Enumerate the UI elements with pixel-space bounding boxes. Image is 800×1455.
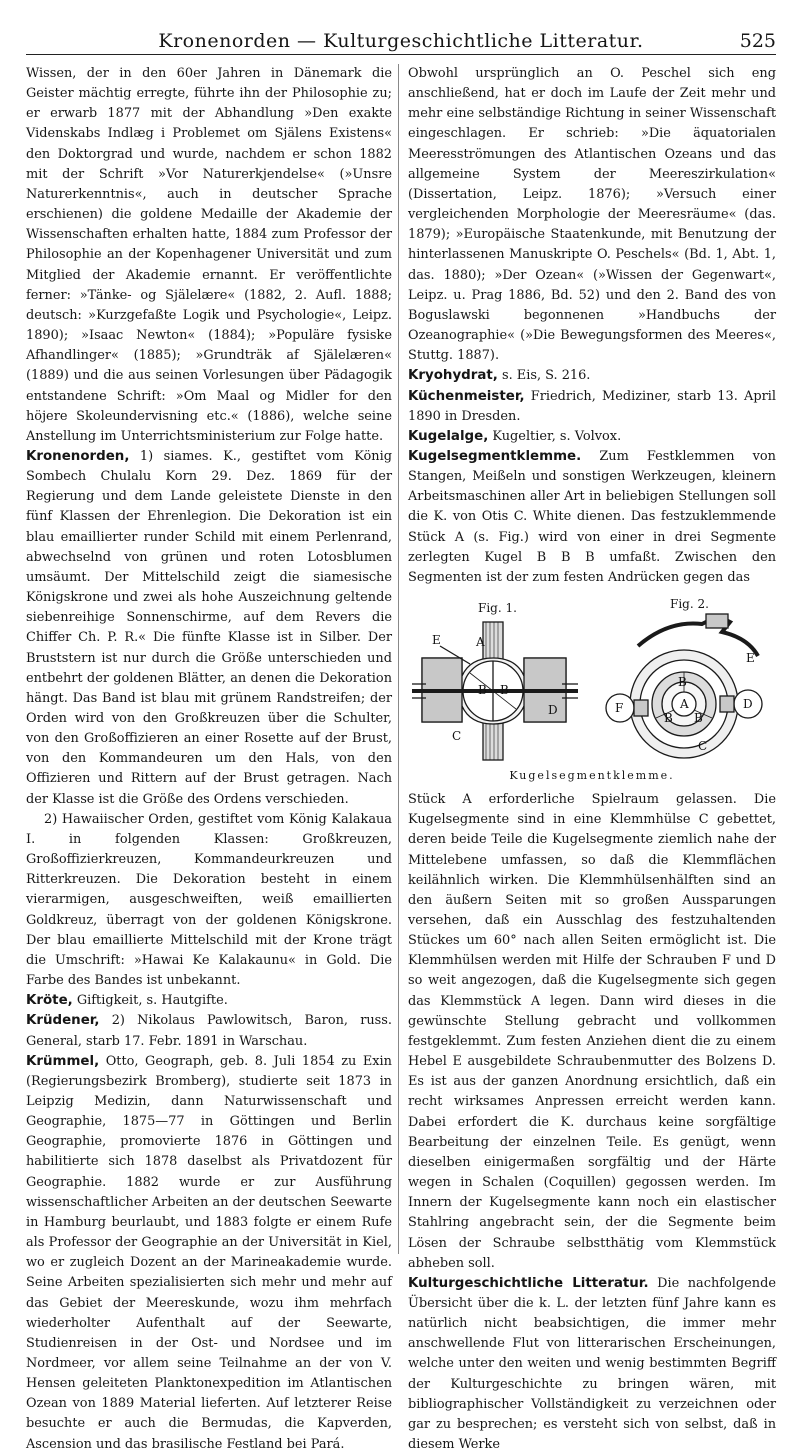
fig2-letter-a: A — [680, 697, 689, 712]
fig1-drawing — [410, 618, 580, 764]
fig2-letter-b2: B — [664, 711, 673, 726]
fig2-letter-c: C — [698, 739, 708, 754]
fig1-letter-b: B — [478, 683, 487, 698]
entry-kruemmel — [26, 1052, 392, 1455]
lemma: Kugelalge, — [408, 428, 489, 444]
fig2-drawing — [598, 612, 770, 764]
entry-body: Die nachfolgende Übersicht über die k. L. der letzten fünf Jahre kann es natürlich nicht beabsichtigen, die immer mehr anschwellende Flut von litterarischen Erscheinungen, welche unter den weiten und wenig bestimmten Begriff der Kulturgeschichte zu bringen wären, mit bibliographischer Vollständigkeit zu verzeichnen oder gar zu besprechen; es versteht sich von selbst, daß in diesem Werke — [408, 1275, 776, 1453]
fig1-letter-d: D — [548, 703, 558, 718]
entry-body: Giftigkeit, s. Hautgifte. — [72, 993, 228, 1009]
lemma: Kröte, — [26, 993, 73, 1009]
fig1-letter-a: A — [476, 635, 485, 650]
entry-kronenorden — [26, 447, 392, 810]
fig2-label: Fig. 2. — [670, 597, 709, 612]
lemma: Küchenmeister, — [408, 388, 525, 404]
entry-kugelalge — [408, 427, 776, 447]
figure-kugelsegmentklemme — [408, 594, 776, 786]
entry-kuechenmeister — [408, 387, 776, 427]
fig1-letter-b2: B — [500, 683, 509, 698]
entry-body: Zum Festklemmen von Stangen, Meißeln und sonstigen Werkzeugen, kleinern Arbeitsmaschinen aller Art in beliebigen Stellungen soll die K. von Otis C. White dienen. Das festzuklemmende Stück A (s. Fig.) wird von einer in drei Segmente zerlegten Kugel B B B umfaßt. Zwischen den Segmenten ist der zum festen Andrücken gegen das — [408, 448, 776, 585]
left-column — [26, 64, 392, 1455]
lemma: Krümmel, — [26, 1053, 100, 1069]
text-block — [408, 790, 776, 1274]
entry-body: Otto, Geograph, geb. 8. Juli 1854 zu Exin (Regierungsbezirk Bromberg), studierte seit 1873 in Leipzig Medizin, dann Naturwissenschaft und Geographie, 1875—77 in Göttingen und Berlin Geographie, promovierte 1876 in Göttingen und habilitierte sich 1878 daselbst als Privatdozent für Geographie. 1882 wurde er zur Ausführung wissenschaftlicher Arbeiten an der deutschen Seewarte in Hamburg beurlaubt, und 1883 folgte er einem Rufe als Professor der Geographie an der Universität in Kiel, wo er zugleich Dozent an der Marineakademie wurde. Seine Arbeiten spezialisierten sich mehr und mehr auf das Gebiet der Meereskunde, wozu ihm mehrfach wiederholter Aufenthalt auf der Seewarte, Studienreisen in der Ost- und Nordsee und im Nordmeer, vor allem seine Teilnahme an der von V. Hensen geleiteten Planktonexpedition im Atlantischen Ozean von 1889 Material lieferten. Auf letzterer Reise besuchte er auch die Bermudas, die Kapverden, Ascension und das brasilische Festland bei Pará. — [26, 1053, 392, 1452]
entry-body: Kugeltier, s. Volvox. — [488, 428, 622, 444]
right-column — [408, 64, 776, 1455]
entry-body: 2) Nikolaus Pawlowitsch, Baron, russ. General, starb 17. Febr. 1891 in Warschau. — [26, 1013, 392, 1049]
fig2-letter-b: B — [678, 675, 687, 690]
entry-kronenorden-hawaii — [26, 810, 392, 991]
fig1-label: Fig. 1. — [478, 601, 517, 616]
text-block — [408, 64, 776, 366]
column-divider — [398, 64, 399, 1254]
fig2-letter-e: E — [746, 651, 755, 666]
lemma: Kryohydrat, — [408, 368, 498, 384]
fig2-letter-f: F — [615, 701, 624, 716]
entry-body: Friedrich, Mediziner, starb 13. April 1890 in Dresden. — [408, 388, 776, 424]
entry-kryohydrat — [408, 366, 776, 386]
entry-kugelsegmentklemme — [408, 447, 776, 588]
lemma: Kronenorden, — [26, 448, 130, 464]
running-head — [26, 30, 776, 55]
lemma: Kulturgeschichtliche Litteratur. — [408, 1275, 649, 1291]
lemma: Krüdener, — [26, 1013, 100, 1029]
continued-text: Wissen, der in den 60er Jahren in Dänemark die Geister mächtig erregte, führte ihn der Philosophie zu; er erwarb 1877 mit der Abhandlung »Den exakte Videnskabs Indlæg i Problemet om Själens Existens« den Doktorgrad und wurde, nachdem er schon 1882 mit der Schrift »Vor Naturerkjendelse« (»Unsre Naturerkenntnis«, auch in deutscher Sprache erschienen) die goldene Medaille der Akademie der Wissenschaften erhalten hatte, 1884 zum Professor der Philosophie an der Kopenhagener Universität und zum Mitglied der Akademie ernannt. Er veröffentlichte ferner: »Tänke- og Själelære« (1882, 2. Aufl. 1888; deutsch: »Kurzgefaßte Logik und Psychologie«, Leipz. 1890); »Isaac Newton« (1884); »Populäre fysiske Afhandlinger« (1885); »Grundträk af Själelæren« (1889) und die aus seinen Vorlesungen über Pädagogik entstandene Schrift: »Om Maal og Midler for den höjere Skoleundervisning etc.« (1886), welche seine Anstellung im Unterrichtsministerium zur Folge hatte. — [26, 66, 392, 444]
fig2-letter-b3: B — [694, 711, 703, 726]
fig1-letter-c: C — [452, 729, 462, 744]
figure-caption: Kugelsegmentklemme. — [509, 768, 675, 782]
text-block — [26, 64, 392, 447]
running-head-title: Kronenorden — Kulturgeschichtliche Litteratur. — [158, 30, 644, 52]
continued-text: Stück A erforderliche Spielraum gelassen. Die Kugelsegmente sind in eine Klemmhülse C gebettet, deren beide Teile die Kugelsegmente ziemlich nahe der Mittelebene umfassen, so daß die Klemmflächen keilähnlich wirken. Die Klemmhülsenhälften sind an den äußern Seiten mit so großen Aussparungen versehen, daß ein Ausschlag des festzuhaltenden Stückes um 60° nach allen Seiten ermöglicht ist. Die Klemmhülsen werden mit Hilfe der Schrauben F und D so weit angezogen, daß die Kugelsegmente sich gegen das Klemmstück A legen. Dann wird dieses in die gewünschte Stellung gebracht und vollkommen festgeklemmt. Zum festen Anziehen dient die zu einem Hebel E ausgebildete Schraubenmutter des Bolzens D. Es ist aus der ganzen Anordnung ersichtlich, daß ein recht wirksames Anpressen erreicht werden kann. Dabei erfordert die K. durchaus keine sorgfältige Bearbeitung der einzelnen Teile. Es genügt, wenn dieselben einigermaßen sorgfältig und der Härte wegen in Schalen (Coquillen) gegossen werden. Im Innern der Kugelsegmente kann noch ein elastischer Stahlring angebracht sein, der die Segmente beim Lösen der Schraube selbstthätig vom Klemmstück abheben soll. — [408, 792, 776, 1271]
fig1-letter-e: E — [432, 633, 441, 648]
entry-kruedener — [26, 1011, 392, 1051]
continued-text: Obwohl ursprünglich an O. Peschel sich eng anschließend, hat er doch im Laufe der Zeit mehr und mehr eine selbständige Richtung in seiner Wissenschaft eingeschlagen. Er schrieb: »Die äquatorialen Meeresströmungen des Atlantischen Ozeans und das allgemeine System der Meereszirkulation« (Dissertation, Leipz. 1876); »Versuch einer vergleichenden Morphologie der Meeresräume« (das. 1879); »Europäische Staatenkunde, mit Benutzung der hinterlassenen Manuskripte O. Peschels« (Bd. 1, Abt. 1, das. 1880); »Der Ozean« (»Wissen der Gegenwart«, Leipz. u. Prag 1886, Bd. 52) und den 2. Band des von Boguslawski begonnenen »Handbuchs der Ozeanographie« (»Die Bewegungsformen des Meeres«, Stuttg. 1887). — [408, 66, 776, 364]
entry-kroete — [26, 991, 392, 1011]
lemma: Kugelsegmentklemme. — [408, 448, 582, 464]
entry-body: s. Eis, S. 216. — [497, 368, 591, 384]
entry-kulturgeschichtliche-litteratur — [408, 1274, 776, 1455]
entry-body: 2) Hawaiischer Orden, gestiftet vom König Kalakaua I. in folgenden Klassen: Großkreuzen, Großoffizierkreuzen, Kommandeurkreuzen und Ritterkreuzen. Die Dekoration besteht in einem vierarmigen, ausgeschweiften, weiß emaillierten Goldkreuz, überragt von der goldenen Königskrone. Der blau emaillierte Mittelschild mit der Krone trägt die Umschrift: »Hawai Ke Kalakaunu« in Gold. Die Farbe des Bandes ist unbekannt. — [26, 811, 392, 989]
page-number: 525 — [739, 30, 776, 52]
entry-body: 1) siames. K., gestiftet vom König Sombech Chulalu Korn 29. Dez. 1869 für der Regierung und dem Lande geleistete Dienste in den fünf Klassen der Ehrenlegion. Die Dekoration ist ein blau emaillierter runder Schild mit einem Perlenrand, abwechselnd von grünen und roten Lotosblumen umsäumt. Der Mittelschild zeigt die siamesische Königskrone und zwei als hohe Auszeichnung geltende siebenreihige Sonnenschirme, auf dem Revers die Chiffer Ch. P. R.« Die fünfte Klasse ist in Silber. Der Bruststern ist nur durch die Größe unterschieden und entbehrt der goldenen Blätter, an denen die Dekoration hängt. Das Band ist blau mit grünem Randstreifen; der Orden wird von den Großkreuzen über die Schulter, von den Großoffizieren an einer Rosette auf der Brust, von den Kommandeuren um den Hals, von den Offizieren und Rittern auf der Brust getragen. Nach der Klasse ist die Größe des Ordens verschieden. — [26, 448, 392, 807]
fig2-letter-d: D — [743, 697, 753, 712]
